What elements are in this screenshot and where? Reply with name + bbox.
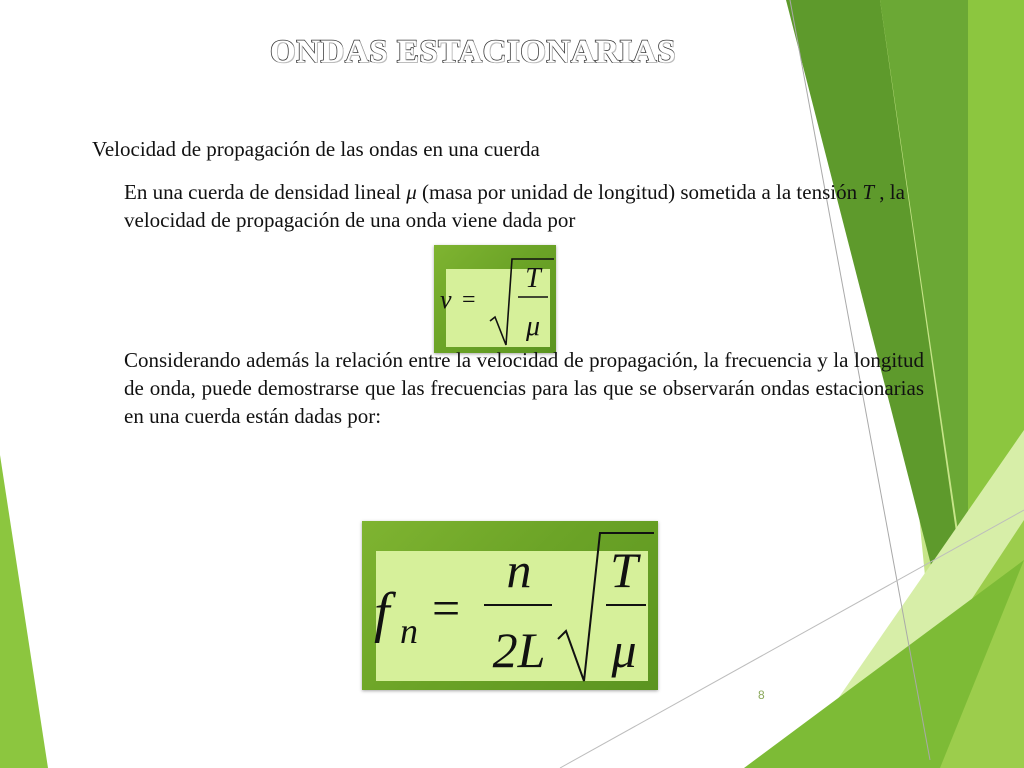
frequency-subscript: n	[400, 611, 418, 651]
mu-symbol: μ	[406, 180, 417, 204]
slide-number: 8	[758, 688, 765, 702]
paragraph-frequencies: Considerando además la relación entre la velocidad de propagación, la frecuencia y la longitud de onda, puede demostrarse que las frecuencias para las que se observarán ondas estacionarias en una cuerda están dadas por:	[124, 348, 924, 428]
paragraph-intro-text-3: , la velocidad de propagación de una onda viene dada por	[124, 180, 905, 232]
root-denominator: μ	[611, 622, 637, 678]
slide-title: ONDAS ESTACIONARIAS	[270, 34, 676, 70]
frequency-equals: =	[432, 580, 461, 636]
tension-symbol: T	[862, 180, 875, 204]
frequency-sqrt-sign	[558, 533, 654, 681]
frequency-formula-box	[362, 521, 658, 690]
frequency-formula	[362, 521, 658, 690]
velocity-equals: =	[462, 287, 476, 313]
velocity-denominator: μ	[525, 311, 541, 342]
root-numerator: T	[610, 542, 638, 598]
velocity-formula	[434, 245, 556, 353]
velocity-sqrt-sign	[490, 259, 554, 345]
frequency-symbol: f	[374, 582, 390, 644]
velocity-formula-box	[434, 245, 556, 353]
paragraph-intro-text-1: En una cuerda de densidad lineal	[124, 180, 407, 204]
velocity-numerator: T	[525, 263, 541, 294]
velocity-symbol: v	[440, 285, 452, 314]
decor-left-green-sliver	[0, 455, 48, 768]
two-length-denominator: 2L	[492, 622, 546, 678]
harmonic-number: n	[506, 542, 532, 598]
paragraph-intro-text-2: (masa por unidad de longitud) sometida a la tensión	[416, 180, 863, 204]
slide-subtitle: Velocidad de propagación de las ondas en una cuerda	[92, 137, 540, 161]
paragraph-intro	[124, 178, 924, 234]
